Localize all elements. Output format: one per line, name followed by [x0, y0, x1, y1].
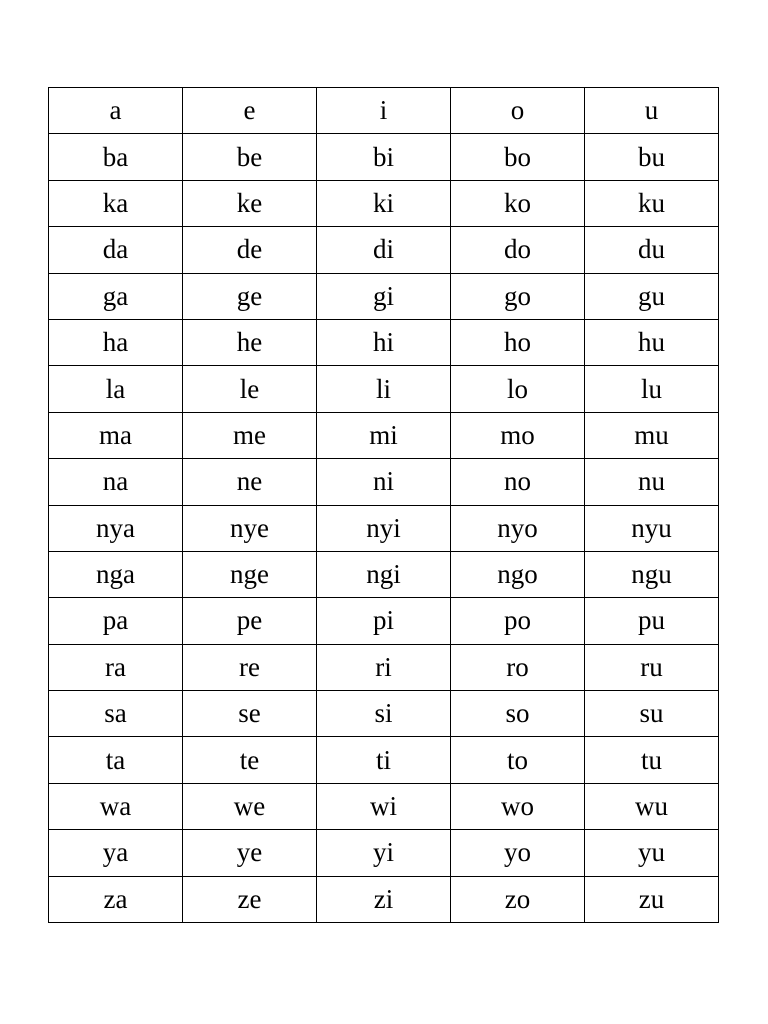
syllable-cell: yu — [585, 830, 719, 876]
vowel-cell: o — [451, 88, 585, 134]
syllable-cell: pa — [49, 598, 183, 644]
syllable-cell: ri — [317, 644, 451, 690]
syllable-cell: so — [451, 691, 585, 737]
syllable-cell: mu — [585, 412, 719, 458]
syllable-cell: nye — [183, 505, 317, 551]
syllable-row — [49, 273, 719, 319]
syllable-cell: te — [183, 737, 317, 783]
syllable-cell: nu — [585, 459, 719, 505]
syllable-cell: da — [49, 227, 183, 273]
syllable-cell: ka — [49, 180, 183, 226]
syllable-cell: pe — [183, 598, 317, 644]
syllable-row — [49, 691, 719, 737]
vowel-row — [49, 88, 719, 134]
syllable-cell: du — [585, 227, 719, 273]
syllable-row — [49, 551, 719, 597]
syllable-cell: bo — [451, 134, 585, 180]
syllable-row — [49, 644, 719, 690]
syllable-cell: ho — [451, 319, 585, 365]
syllable-row — [49, 876, 719, 922]
syllable-cell: ga — [49, 273, 183, 319]
syllable-cell: zi — [317, 876, 451, 922]
syllable-cell: bu — [585, 134, 719, 180]
syllable-cell: wu — [585, 783, 719, 829]
syllable-cell: ze — [183, 876, 317, 922]
syllable-cell: li — [317, 366, 451, 412]
syllable-cell: ya — [49, 830, 183, 876]
syllable-cell: ba — [49, 134, 183, 180]
syllable-cell: nya — [49, 505, 183, 551]
syllable-cell: ra — [49, 644, 183, 690]
syllable-cell: ko — [451, 180, 585, 226]
vowel-cell: u — [585, 88, 719, 134]
vowel-cell: i — [317, 88, 451, 134]
syllable-cell: di — [317, 227, 451, 273]
syllable-cell: ye — [183, 830, 317, 876]
syllable-cell: bi — [317, 134, 451, 180]
syllable-cell: ro — [451, 644, 585, 690]
syllable-cell: lu — [585, 366, 719, 412]
syllable-row — [49, 134, 719, 180]
syllable-cell: zo — [451, 876, 585, 922]
syllable-cell: ge — [183, 273, 317, 319]
syllable-cell: go — [451, 273, 585, 319]
vowel-cell: a — [49, 88, 183, 134]
syllable-cell: ti — [317, 737, 451, 783]
syllable-cell: la — [49, 366, 183, 412]
syllable-cell: lo — [451, 366, 585, 412]
syllable-cell: ngi — [317, 551, 451, 597]
syllable-cell: ngo — [451, 551, 585, 597]
syllable-cell: ta — [49, 737, 183, 783]
syllable-cell: wa — [49, 783, 183, 829]
syllable-row — [49, 227, 719, 273]
syllable-cell: pi — [317, 598, 451, 644]
syllable-cell: mi — [317, 412, 451, 458]
syllable-cell: po — [451, 598, 585, 644]
syllable-cell: gu — [585, 273, 719, 319]
syllable-cell: nge — [183, 551, 317, 597]
syllable-cell: le — [183, 366, 317, 412]
syllable-cell: de — [183, 227, 317, 273]
vowel-cell: e — [183, 88, 317, 134]
syllable-cell: na — [49, 459, 183, 505]
syllable-cell: ru — [585, 644, 719, 690]
syllable-row — [49, 737, 719, 783]
syllable-cell: do — [451, 227, 585, 273]
syllable-cell: ki — [317, 180, 451, 226]
syllable-table — [48, 87, 719, 923]
syllable-cell: sa — [49, 691, 183, 737]
syllable-cell: nyi — [317, 505, 451, 551]
syllable-cell: si — [317, 691, 451, 737]
syllable-cell: ku — [585, 180, 719, 226]
syllable-cell: za — [49, 876, 183, 922]
syllable-cell: no — [451, 459, 585, 505]
syllable-row — [49, 459, 719, 505]
syllable-row — [49, 783, 719, 829]
syllable-cell: ha — [49, 319, 183, 365]
syllable-cell: ni — [317, 459, 451, 505]
syllable-cell: zu — [585, 876, 719, 922]
syllable-cell: to — [451, 737, 585, 783]
syllable-cell: yo — [451, 830, 585, 876]
syllable-cell: nyo — [451, 505, 585, 551]
syllable-cell: ne — [183, 459, 317, 505]
syllable-row — [49, 319, 719, 365]
syllable-row — [49, 180, 719, 226]
syllable-cell: se — [183, 691, 317, 737]
syllable-cell: we — [183, 783, 317, 829]
syllable-cell: me — [183, 412, 317, 458]
syllable-cell: he — [183, 319, 317, 365]
syllable-cell: su — [585, 691, 719, 737]
syllable-cell: be — [183, 134, 317, 180]
syllable-cell: hi — [317, 319, 451, 365]
syllable-cell: nga — [49, 551, 183, 597]
syllable-cell: hu — [585, 319, 719, 365]
syllable-cell: gi — [317, 273, 451, 319]
syllable-cell: ke — [183, 180, 317, 226]
syllable-cell: yi — [317, 830, 451, 876]
syllable-cell: ngu — [585, 551, 719, 597]
syllable-cell: mo — [451, 412, 585, 458]
syllable-row — [49, 598, 719, 644]
syllable-cell: ma — [49, 412, 183, 458]
syllable-cell: pu — [585, 598, 719, 644]
syllable-table-body — [49, 88, 719, 923]
syllable-cell: wi — [317, 783, 451, 829]
syllable-cell: nyu — [585, 505, 719, 551]
syllable-row — [49, 412, 719, 458]
syllable-cell: re — [183, 644, 317, 690]
syllable-cell: tu — [585, 737, 719, 783]
syllable-row — [49, 505, 719, 551]
syllable-row — [49, 366, 719, 412]
syllable-row — [49, 830, 719, 876]
syllable-cell: wo — [451, 783, 585, 829]
